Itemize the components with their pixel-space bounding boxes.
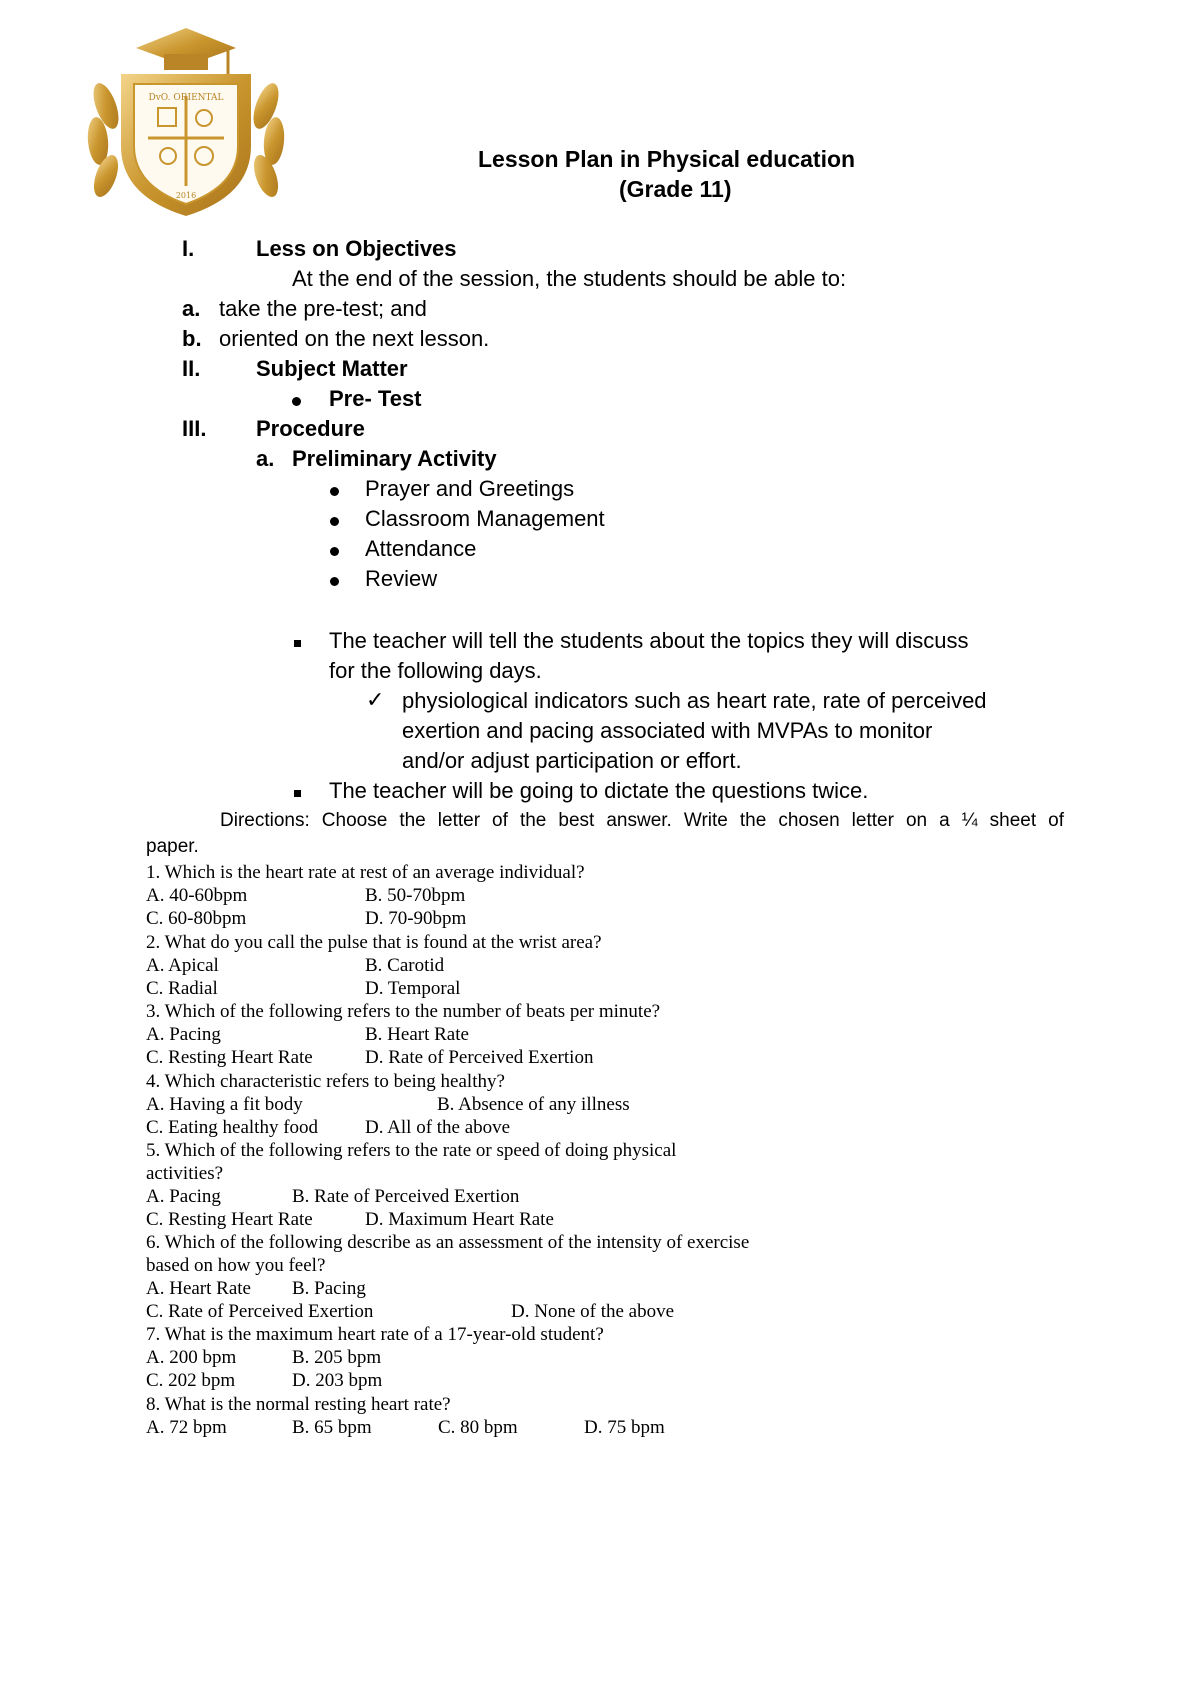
- teacher-note-2: The teacher will be going to dictate the questions twice.: [329, 778, 869, 803]
- bullet-dot-icon: [330, 517, 339, 526]
- square-bullet-icon: [294, 790, 301, 797]
- bullet-dot-icon: [292, 397, 301, 406]
- teacher-note-1-cont: for the following days.: [329, 658, 542, 683]
- question-8: 8. What is the normal resting heart rate?: [146, 1394, 451, 1415]
- preliminary-heading: Preliminary Activity: [292, 446, 497, 471]
- question-6: 6. Which of the following describe as an assessment of the intensity of exercise: [146, 1232, 750, 1253]
- question-6-cont: based on how you feel?: [146, 1255, 326, 1276]
- bullet-dot-icon: [330, 577, 339, 586]
- choice-b: B. Rate of Perceived Exertion: [292, 1186, 520, 1207]
- section-1-heading: Less on Objectives: [256, 236, 457, 261]
- choice-a: A. 200 bpm: [146, 1347, 237, 1368]
- choice-a: A. Apical: [146, 955, 219, 976]
- section-2-numeral: II.: [182, 356, 201, 381]
- question-2: 2. What do you call the pulse that is found at the wrist area?: [146, 932, 602, 953]
- subject-matter-item: Pre- Test: [329, 386, 422, 411]
- choice-a: A. 72 bpm: [146, 1417, 227, 1438]
- choice-c: C. 202 bpm: [146, 1370, 236, 1391]
- bullet-dot-icon: [330, 487, 339, 496]
- question-3: 3. Which of the following refers to the number of beats per minute?: [146, 1001, 661, 1022]
- activity-item: Attendance: [365, 536, 477, 561]
- choice-a: A. Pacing: [146, 1186, 221, 1207]
- choice-c: C. 80 bpm: [438, 1417, 518, 1438]
- choice-d: D. Rate of Perceived Exertion: [365, 1047, 594, 1068]
- section-3-heading: Procedure: [256, 416, 365, 441]
- directions-line1: Directions: Choose the letter of the best answer. Write the chosen letter on a ¼ sheet of: [220, 810, 1064, 831]
- choice-c: C. Eating healthy food: [146, 1117, 319, 1138]
- objective-a-text: take the pre-test; and: [219, 296, 427, 321]
- choice-d: D. Maximum Heart Rate: [365, 1209, 554, 1230]
- choice-d: D. All of the above: [365, 1117, 511, 1138]
- choice-c: C. Rate of Perceived Exertion: [146, 1301, 374, 1322]
- question-5-cont: activities?: [146, 1163, 224, 1184]
- choice-b: B. Carotid: [365, 955, 445, 976]
- choice-c: C. Resting Heart Rate: [146, 1209, 313, 1230]
- objective-b-marker: b.: [182, 326, 202, 351]
- choice-d: D. None of the above: [511, 1301, 675, 1322]
- checkmark-icon: ✓: [366, 688, 385, 713]
- choice-a: A. Pacing: [146, 1024, 221, 1045]
- activity-item: Review: [365, 566, 438, 591]
- section-3-numeral: III.: [182, 416, 207, 441]
- preliminary-marker: a.: [256, 446, 275, 471]
- svg-text:2016: 2016: [175, 191, 197, 200]
- svg-text:DvO. ORIENTAL: DvO. ORIENTAL: [148, 93, 224, 103]
- teacher-note-1: The teacher will tell the students about the topics they will discuss: [329, 628, 969, 653]
- choice-c: C. Resting Heart Rate: [146, 1047, 313, 1068]
- choice-b: B. Absence of any illness: [437, 1094, 630, 1115]
- choice-a: A. 40-60bpm: [146, 885, 248, 906]
- choice-b: B. 65 bpm: [292, 1417, 372, 1438]
- objective-a-marker: a.: [182, 296, 201, 321]
- question-1: 1. Which is the heart rate at rest of an average individual?: [146, 862, 585, 883]
- activity-item: Classroom Management: [365, 506, 605, 531]
- choice-b: B. Pacing: [292, 1278, 366, 1299]
- question-5: 5. Which of the following refers to the rate or speed of doing physical: [146, 1140, 677, 1161]
- choice-b: B. 50-70bpm: [365, 885, 466, 906]
- choice-d: D. 203 bpm: [292, 1370, 383, 1391]
- choice-a: A. Having a fit body: [146, 1094, 303, 1115]
- school-logo: [76, 26, 296, 222]
- choice-b: B. 205 bpm: [292, 1347, 382, 1368]
- choice-c: C. 60-80bpm: [146, 908, 247, 929]
- directions-line2: paper.: [146, 836, 199, 857]
- check-item-line2: exertion and pacing associated with MVPAs to monitor: [402, 718, 933, 743]
- section-1-numeral: I.: [182, 236, 195, 261]
- choice-a: A. Heart Rate: [146, 1278, 251, 1299]
- page-subtitle: (Grade 11): [619, 176, 732, 202]
- choice-c: C. Radial: [146, 978, 218, 999]
- choice-d: D. Temporal: [365, 978, 461, 999]
- square-bullet-icon: [294, 640, 301, 647]
- objective-b-text: oriented on the next lesson.: [219, 326, 490, 351]
- page-title: Lesson Plan in Physical education: [478, 146, 856, 172]
- question-7: 7. What is the maximum heart rate of a 17-year-old student?: [146, 1324, 604, 1345]
- activity-item: Prayer and Greetings: [365, 476, 575, 501]
- choice-d: D. 75 bpm: [584, 1417, 665, 1438]
- check-item-line3: and/or adjust participation or effort.: [402, 748, 742, 773]
- choice-d: D. 70-90bpm: [365, 908, 467, 929]
- check-item-line1: physiological indicators such as heart rate, rate of perceived: [402, 688, 987, 713]
- section-2-heading: Subject Matter: [256, 356, 408, 381]
- bullet-dot-icon: [330, 547, 339, 556]
- question-4: 4. Which characteristic refers to being healthy?: [146, 1071, 505, 1092]
- choice-b: B. Heart Rate: [365, 1024, 469, 1045]
- objectives-intro: At the end of the session, the students should be able to:: [292, 266, 847, 291]
